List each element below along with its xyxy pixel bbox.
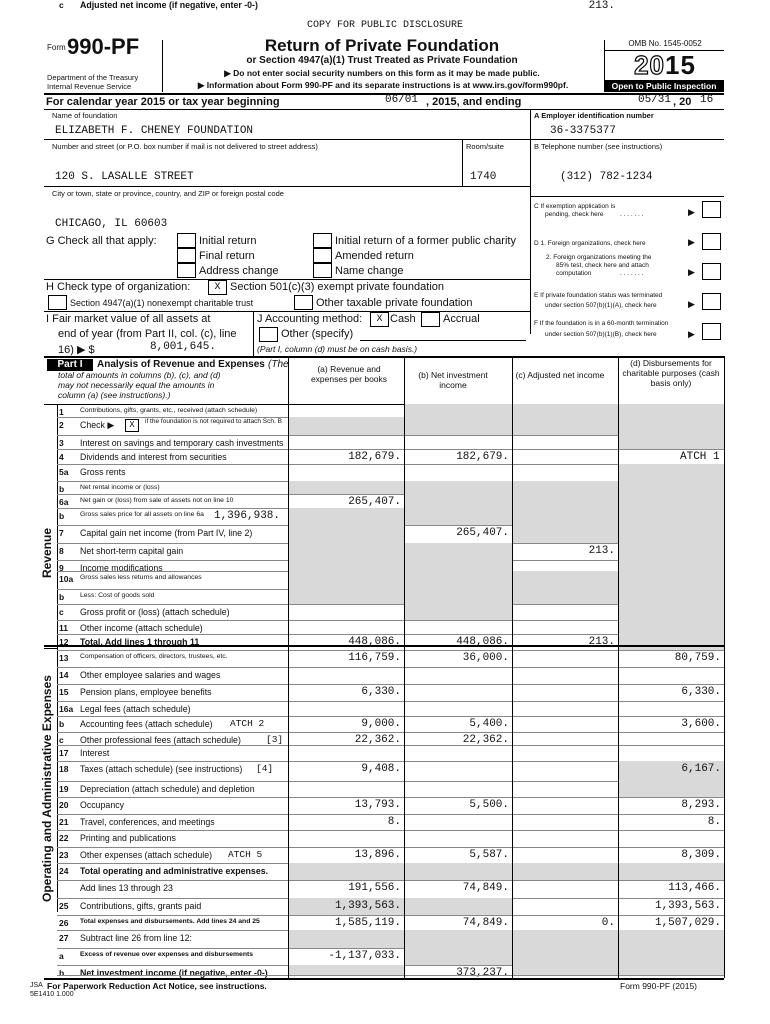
attachment-ref: ATCH 5 [228, 849, 263, 860]
line-label: Gross sales less returns and allowances [80, 574, 202, 581]
line-number: 13 [59, 653, 69, 663]
col-a-value[interactable]: 265,407. [348, 496, 401, 508]
ein-value[interactable]: 36-3375377 [550, 125, 617, 137]
col-c-value[interactable]: 0. [601, 917, 615, 929]
line-label: Less: Cost of goods sold [80, 592, 155, 599]
line-number: 3 [59, 438, 64, 448]
col-d-value[interactable]: 6,330. [681, 686, 721, 698]
line-label: Gross rents [80, 467, 126, 477]
revenue-side-label: Revenue [40, 527, 54, 578]
line-number: 19 [59, 784, 69, 794]
line-number: c [59, 607, 64, 617]
form-subtitle: or Section 4947(a)(1) Trust Treated as Private Foundation [246, 55, 518, 66]
line-label: Capital gain net income (from Part IV, line 2) [80, 528, 253, 538]
room-suite[interactable]: 1740 [470, 171, 497, 183]
street-label: Number and street (or P.O. box number if mail is not delivered to street address) [52, 142, 318, 151]
col-a-value[interactable]: 1,393,563. [334, 900, 401, 912]
line-number: 5a [59, 467, 69, 477]
line-number: 11 [59, 623, 68, 633]
col-a-value[interactable]: 182,679. [348, 451, 401, 463]
d1-checkbox[interactable] [702, 233, 721, 250]
d2-checkbox[interactable] [702, 263, 721, 280]
sch-b-checkbox[interactable]: X [125, 419, 139, 432]
line-label: Other expenses (attach schedule) [80, 850, 213, 860]
col-d-value[interactable]: 1,507,029. [654, 917, 721, 929]
line-label: Contributions, gifts, grants paid [80, 901, 202, 911]
d2-text-a: 2. Foreign organizations meeting the [546, 254, 652, 261]
form-number: 990-PF [67, 34, 140, 59]
g-amended-checkbox[interactable] [313, 248, 332, 263]
footer-jsa: JSA [30, 982, 43, 989]
line-label: Check ▶ [80, 420, 115, 430]
line-number: b [59, 719, 65, 729]
room-label: Room/suite [466, 142, 504, 151]
h-4947-checkbox[interactable] [48, 295, 67, 310]
line-label: Excess of revenue over expenses and disbursements [80, 951, 254, 958]
end-date[interactable]: 05/31 [638, 94, 672, 106]
col-d-value[interactable]: 8. [707, 816, 721, 828]
i-line2: end of year (from Part II, col. (c), line [58, 328, 237, 340]
col-d-header: (d) Disbursements for charitable purposes (cash basis only) [622, 358, 720, 388]
col-b-value[interactable]: 448,086. [456, 636, 509, 648]
h-other-taxable-checkbox[interactable] [294, 295, 313, 310]
name-label: Name of foundation [52, 111, 118, 120]
end-year-prefix: , 20 [673, 96, 692, 108]
attachment-ref: [4] [256, 763, 274, 774]
j-accrual-checkbox[interactable] [421, 312, 440, 327]
f-text2: under section 507(b)(1)(B), check here [545, 331, 657, 338]
line-number: 24 [59, 866, 69, 876]
line-number: b [59, 592, 65, 602]
col-d-value[interactable]: 3,600. [681, 718, 721, 730]
line-label: Other professional fees (attach schedule) [80, 735, 241, 745]
c-text1: C If exemption application is [534, 203, 616, 210]
attachment-ref: ATCH 2 [230, 718, 265, 729]
col-c-value[interactable]: 213. [588, 0, 615, 12]
d2-text-c: computation [556, 270, 592, 277]
line-number: 17 [59, 748, 69, 758]
col-a-value[interactable]: 13,896. [354, 849, 401, 861]
gross-sales-value[interactable]: 1,396,938. [213, 510, 280, 522]
col-b-value[interactable]: 182,679. [456, 451, 509, 463]
col-b-value[interactable]: 5,400. [469, 718, 509, 730]
line-number: 21 [59, 817, 69, 827]
line-number: c [59, 735, 64, 745]
line-label: Add lines 13 through 23 [80, 883, 173, 893]
line-label: Total operating and administrative expenses. [80, 866, 269, 876]
e-text1: E If private foundation status was terminated [534, 292, 663, 299]
info-note: ▶ Information about Form 990-PF and its separate instructions is at www.irs.gov/form990pf. [197, 80, 569, 90]
col-a-value[interactable]: -1,137,033. [328, 950, 401, 962]
line-number: c [59, 0, 64, 10]
line-label: Net gain or (loss) from sale of assets not on line 10 [80, 497, 234, 504]
line-label: Net investment income (if negative, enter -0-) [80, 968, 268, 978]
col-a-value[interactable]: 448,086. [348, 636, 401, 648]
col-a-value[interactable]: 191,556. [348, 882, 401, 894]
line-label: Other employee salaries and wages [80, 670, 221, 680]
tax-year: 2015 [634, 50, 696, 80]
d1-text: D 1. Foreign organizations, check here [534, 240, 646, 247]
col-b-value[interactable]: 265,407. [456, 527, 509, 539]
col-a-header: (a) Revenue and expenses per books [310, 364, 388, 384]
line-label: Net rental income or (loss) [80, 484, 160, 491]
col-d-value[interactable]: 8,293. [681, 799, 721, 811]
e-text2: under section 507(b)(1)(A), check here [545, 302, 657, 309]
line-label: Interest [80, 748, 110, 758]
col-d-value[interactable]: 1,393,563. [654, 900, 721, 912]
paperwork-notice: For Paperwork Reduction Act Notice, see instructions. [47, 981, 267, 991]
line-number: 8 [59, 546, 64, 556]
line-number: 10a [59, 574, 74, 584]
line-number: a [59, 951, 64, 961]
line-number: 7 [59, 528, 64, 538]
part-i-badge: Part I [47, 359, 93, 371]
col-b-value[interactable]: 5,587. [469, 849, 509, 861]
line-label: Occupancy [80, 800, 125, 810]
ssn-note: ▶ Do not enter social security numbers on this form as it may be made public. [224, 68, 540, 78]
phone-label: B Telephone number (see instructions) [534, 142, 663, 151]
d2-text-b: 85% test, check here and attach [556, 262, 649, 269]
col-b-value[interactable]: 36,000. [462, 652, 509, 664]
col-b-value[interactable]: 74,849. [462, 917, 509, 929]
j-note: (Part I, column (d) must be on cash basis.) [257, 344, 418, 354]
line-number: 15 [59, 687, 69, 697]
j-other-checkbox[interactable] [259, 327, 278, 342]
line-label: Interest on savings and temporary cash investments [80, 438, 284, 448]
line-label: Contributions, gifts, grants, etc., received (attach schedule) [80, 407, 258, 414]
col-b-header: (b) Net investment income [418, 370, 488, 390]
g-former-checkbox[interactable] [313, 233, 332, 248]
col-c-header: (c) Adjusted net income [515, 370, 605, 380]
omb-number: OMB No. 1545-0052 [628, 39, 702, 48]
c-checkbox[interactable] [702, 201, 721, 218]
line-label: Subtract line 26 from line 12: [80, 933, 192, 943]
line-label: Compensation of officers, directors, trustees, etc. [80, 653, 228, 660]
c-text2: pending, check here [545, 211, 604, 218]
line-number: 6a [59, 497, 69, 507]
line-label: Travel, conferences, and meetings [80, 817, 215, 827]
part-i-title: Analysis of Revenue and Expenses [97, 359, 265, 370]
begin-date[interactable]: 06/01 [385, 94, 419, 106]
line-label: Gross profit or (loss) (attach schedule) [80, 607, 230, 617]
line-number: 12 [59, 637, 69, 647]
i-line1: I Fair market value of all assets at [46, 313, 211, 325]
fmv-value[interactable]: 8,001,645. [150, 341, 217, 353]
sch-b-note: if the foundation is not required to attach Sch. B [145, 418, 282, 425]
e-checkbox[interactable] [702, 293, 721, 310]
line-number: 16a [59, 704, 74, 714]
open-public-badge: Open to Public Inspection [604, 80, 724, 92]
dept-line2: Internal Revenue Service [47, 82, 132, 91]
col-b-value[interactable]: 74,849. [462, 882, 509, 894]
g-final-checkbox[interactable] [177, 248, 196, 263]
line-label: Net short-term capital gain [80, 546, 184, 556]
col-b-value[interactable]: 373,237. [456, 967, 509, 979]
line-label: Total. Add lines 1 through 11 [80, 637, 200, 647]
line-number: 27 [59, 933, 69, 943]
line-number: b [59, 484, 65, 494]
j-label: J Accounting method: [257, 313, 363, 325]
h-label: H Check type of organization: [46, 281, 191, 293]
line-number: 26 [59, 918, 69, 928]
calendar-year-label: For calendar year 2015 or tax year beginning [46, 96, 280, 108]
j-cash-checkbox[interactable]: X [370, 312, 389, 327]
line-label: Taxes (attach schedule) (see instructions) [80, 764, 243, 774]
line-label: Printing and publications [80, 833, 176, 843]
city-label: City or town, state or province, country, and ZIP or foreign postal code [52, 189, 284, 198]
line-label: Accounting fees (attach schedule) [80, 719, 213, 729]
col-d-value[interactable]: 80,759. [674, 652, 721, 664]
i-line3: 16) ▶ $ [58, 344, 95, 356]
end-year[interactable]: 16 [700, 94, 714, 106]
form-title: Return of Private Foundation [264, 36, 500, 55]
dept-line1: Department of the Treasury [47, 73, 139, 82]
line-label: Legal fees (attach schedule) [80, 704, 191, 714]
col-d-value[interactable]: ATCH 1 [680, 451, 720, 463]
line-number: b [59, 968, 65, 978]
city-state-zip[interactable]: CHICAGO, IL 60603 [55, 218, 168, 230]
f-text1: F If the foundation is in a 60-month termination [534, 320, 669, 327]
col-a-value[interactable]: 116,759. [348, 652, 401, 664]
col-a-value[interactable]: 9,408. [361, 763, 401, 775]
footer-form-id: Form 990-PF (2015) [620, 981, 697, 991]
f-checkbox[interactable] [702, 323, 721, 340]
col-a-value[interactable]: 22,362. [354, 734, 401, 746]
footer-code: 5E1410 1.000 [30, 991, 74, 998]
g-initial-checkbox[interactable] [177, 233, 196, 248]
calendar-mid: , 2015, and ending [426, 96, 522, 108]
line-label: Dividends and interest from securities [80, 452, 227, 462]
line-number: 20 [59, 800, 69, 810]
copy-notice: COPY FOR PUBLIC DISCLOSURE [306, 20, 464, 31]
col-c-value[interactable]: 213. [588, 636, 615, 648]
form-word: Form [47, 43, 66, 52]
line-number: b [59, 511, 65, 521]
col-d-value[interactable]: 6,167. [681, 763, 721, 775]
col-d-value[interactable]: 8,309. [681, 849, 721, 861]
line-label: Depreciation (attach schedule) and depletion [80, 784, 255, 794]
col-c-value[interactable]: 213. [588, 545, 615, 557]
col-a-value[interactable]: 8. [387, 816, 401, 828]
col-a-value[interactable]: 13,793. [354, 799, 401, 811]
attachment-ref: [3] [266, 734, 284, 745]
street-address[interactable]: 120 S. LASALLE STREET [55, 171, 194, 183]
expenses-side-label: Operating and Administrative Expenses [40, 675, 54, 902]
line-number: 9 [59, 563, 64, 573]
line-label: Pension plans, employee benefits [80, 687, 212, 697]
line-number: 2 [59, 420, 64, 430]
g-label: G Check all that apply: [46, 235, 157, 247]
col-a-value[interactable]: 6,330. [361, 686, 401, 698]
h-501c3-checkbox[interactable]: X [208, 280, 227, 295]
col-d-value[interactable]: 113,466. [668, 882, 721, 894]
col-a-value[interactable]: 9,000. [361, 718, 401, 730]
line-number: 4 [59, 452, 64, 462]
line-number: 23 [59, 850, 69, 860]
col-a-value[interactable]: 1,585,119. [334, 917, 401, 929]
line-label: Adjusted net income (if negative, enter -0-) [80, 0, 258, 10]
col-b-value[interactable]: 5,500. [469, 799, 509, 811]
ein-label: A Employer identification number [534, 111, 654, 120]
line-number: 1 [59, 407, 64, 417]
g-address-checkbox[interactable] [177, 263, 196, 278]
foundation-name[interactable]: ELIZABETH F. CHENEY FOUNDATION [55, 125, 254, 137]
line-label: Other income (attach schedule) [80, 623, 203, 633]
line-number: 25 [59, 901, 69, 911]
col-b-value[interactable]: 22,362. [462, 734, 509, 746]
phone-number[interactable]: (312) 782-1234 [560, 171, 653, 183]
line-label: Income modifications [80, 563, 163, 573]
g-name-change-checkbox[interactable] [313, 263, 332, 278]
line-number: 22 [59, 833, 69, 843]
line-label: Total expenses and disbursements. Add lines 24 and 25 [80, 918, 260, 925]
line-number: 14 [59, 670, 69, 680]
line-label: Gross sales price for all assets on line 6a [80, 511, 204, 518]
line-number: 18 [59, 764, 69, 774]
